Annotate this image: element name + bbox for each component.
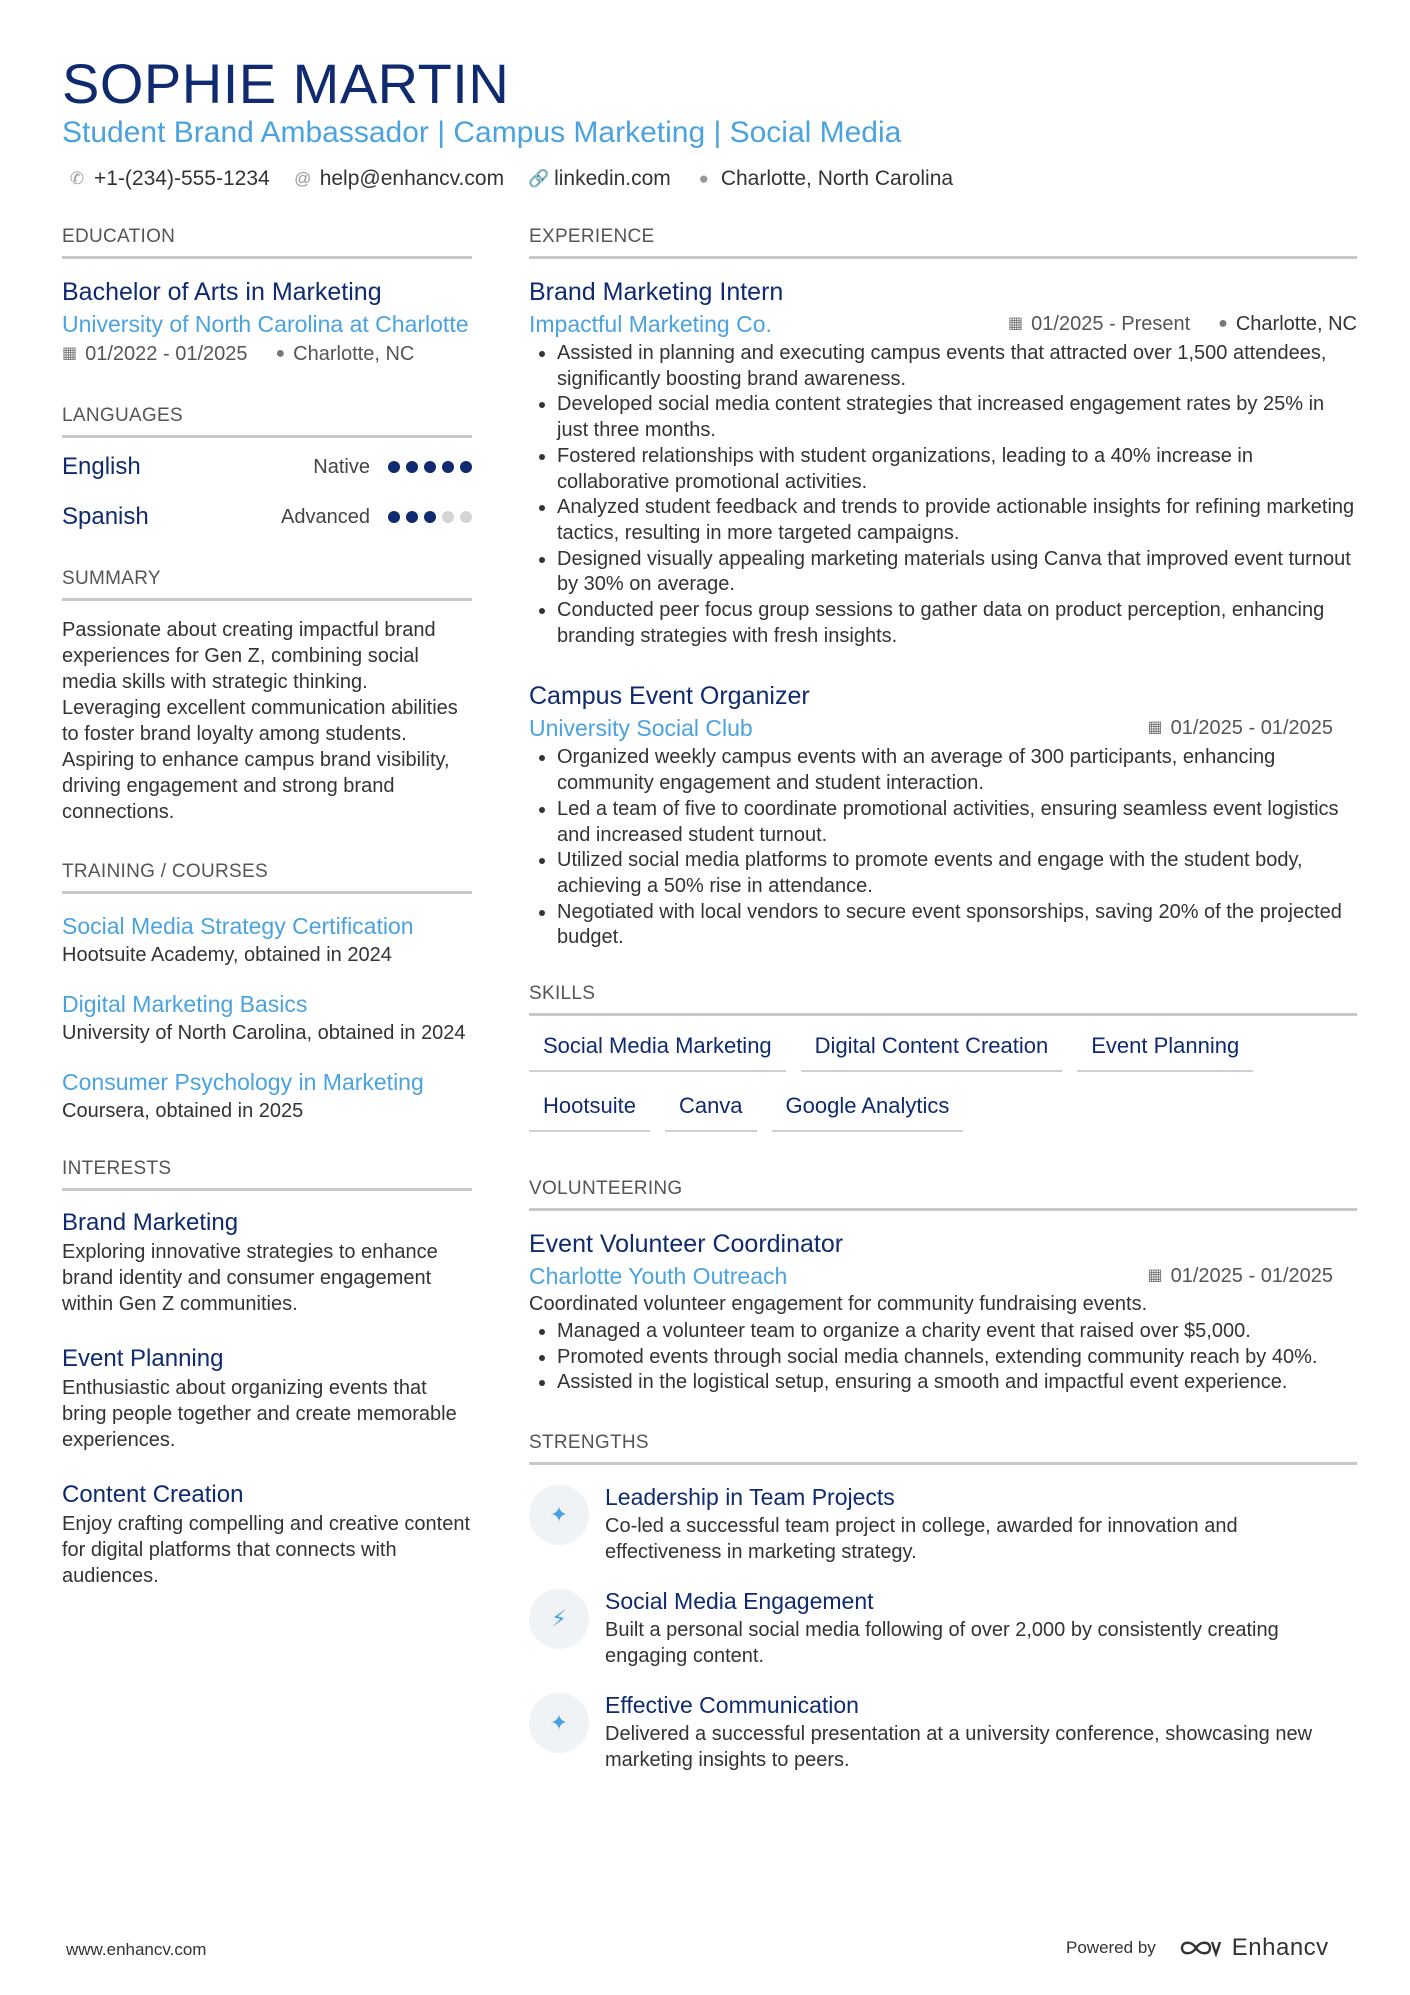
course-item xyxy=(62,988,472,1046)
volunteering-heading: VOLUNTEERING xyxy=(529,1176,1357,1211)
summary-text: Passionate about creating impactful brand experiences for Gen Z, combining social media skills with strategic thinking. Leveraging excellent communication abilities to foster brand loyalty among students. Aspiring to enhance campus brand visibility, driving engagement and strong brand connections. xyxy=(62,619,458,823)
contact-email-text: help@enhancv.com xyxy=(319,167,505,190)
course-name: Consumer Psychology in Marketing xyxy=(62,1069,424,1095)
calendar-icon: ▦ xyxy=(1008,315,1024,332)
left-column xyxy=(62,224,472,1623)
rating-dot-filled xyxy=(460,461,472,473)
strength-name: Leadership in Team Projects xyxy=(605,1484,895,1511)
calendar-icon: ▦ xyxy=(1147,1267,1163,1285)
training-heading: TRAINING / COURSES xyxy=(62,859,472,894)
volunteer-bullet: • Promoted events through social media channels, extending community reach by 40%. xyxy=(557,1345,1357,1371)
summary-heading: SUMMARY xyxy=(62,566,472,601)
education-section xyxy=(62,224,472,369)
footer-website[interactable]: www.enhancv.com xyxy=(66,1940,207,1959)
brand-logo[interactable] xyxy=(1178,1934,1329,1962)
interest-item xyxy=(62,1479,472,1589)
interest-name: Event Planning xyxy=(62,1345,224,1372)
interests-heading: INTERESTS xyxy=(62,1156,472,1191)
education-heading: EDUCATION xyxy=(62,224,472,259)
skill-tag: Event Planning xyxy=(1077,1026,1253,1072)
job-bullet: • Led a team of five to coordinate promotional activities, ensuring seamless event logistics and increased student turnout. xyxy=(557,797,1357,848)
education-degree: Bachelor of Arts in Marketing xyxy=(62,278,382,306)
candidate-name: SOPHIE MARTIN xyxy=(62,52,510,115)
lightning-bolt-icon: ⚡ xyxy=(529,1589,589,1649)
strengths-heading: STRENGTHS xyxy=(529,1430,1357,1465)
rating-dot-empty xyxy=(442,511,454,523)
job-bullet: • Assisted in planning and executing campus events that attracted over 1,500 attendees, significantly boosting brand awareness. xyxy=(557,341,1357,392)
strength-item xyxy=(529,1689,1357,1773)
language-rating xyxy=(388,511,472,523)
contact-linkedin[interactable] xyxy=(528,164,671,194)
rating-dot-filled xyxy=(442,461,454,473)
course-detail: Coursera, obtained in 2025 xyxy=(62,1100,304,1122)
skill-tag: Social Media Marketing xyxy=(529,1026,786,1072)
interest-item xyxy=(62,1207,472,1317)
location-pin-icon: ● xyxy=(1218,315,1228,332)
job-bullet: • Organized weekly campus events with an average of 300 participants, enhancing community engagement and student interaction. xyxy=(557,745,1357,796)
interest-name: Brand Marketing xyxy=(62,1209,239,1236)
language-row xyxy=(62,442,472,492)
education-dates: 01/2022 - 01/2025 xyxy=(85,343,248,365)
strength-detail: Delivered a successful presentation at a university conference, showcasing new marketing insights to peers. xyxy=(605,1723,1313,1772)
strength-name: Effective Communication xyxy=(605,1692,859,1719)
calendar-icon: ▦ xyxy=(1147,719,1163,737)
contact-bar xyxy=(68,164,953,194)
contact-phone-text: +1-(234)-555-1234 xyxy=(94,167,270,190)
language-name: Spanish xyxy=(62,503,149,530)
job-bullet: • Developed social media content strategies that increased engagement rates by 25% in just three months. xyxy=(557,392,1357,443)
volunteer-bullet: • Managed a volunteer team to organize a charity event that raised over $5,000. xyxy=(557,1319,1357,1345)
language-row xyxy=(62,492,472,542)
right-column xyxy=(529,224,1357,1807)
brand-name: Enhancv xyxy=(1231,1934,1329,1961)
contact-location-text: Charlotte, North Carolina xyxy=(720,167,954,190)
course-detail: Hootsuite Academy, obtained in 2024 xyxy=(62,944,392,966)
languages-heading: LANGUAGES xyxy=(62,403,472,438)
skill-tag: Hootsuite xyxy=(529,1086,650,1132)
language-level: Native xyxy=(313,455,370,478)
language-level: Advanced xyxy=(281,505,370,528)
magic-wand-icon: ✦ xyxy=(529,1485,589,1545)
language-name: English xyxy=(62,453,141,480)
powered-by-label: Powered by xyxy=(1066,1938,1156,1957)
contact-phone[interactable] xyxy=(68,164,270,194)
job-location: Charlotte, NC xyxy=(1235,313,1357,335)
languages-section xyxy=(62,403,472,542)
volunteer-bullets xyxy=(529,1319,1357,1396)
volunteer-dates: 01/2025 - 01/2025 xyxy=(1170,1265,1333,1288)
job-role: Campus Event Organizer xyxy=(529,682,810,711)
rating-dot-empty xyxy=(460,511,472,523)
rating-dot-filled xyxy=(388,461,400,473)
volunteering-section xyxy=(529,1176,1357,1396)
job-entry xyxy=(529,679,1357,951)
job-bullet: • Analyzed student feedback and trends to provide actionable insights for refining marketing tactics, resulting in more targeted campaigns. xyxy=(557,495,1357,546)
link-icon: 🔗 xyxy=(528,169,550,188)
course-item xyxy=(62,1066,472,1124)
job-bullets xyxy=(529,341,1357,649)
magic-wand-icon: ✦ xyxy=(529,1693,589,1753)
course-detail: University of North Carolina, obtained in 2024 xyxy=(62,1022,466,1044)
course-item xyxy=(62,910,472,968)
interest-detail: Exploring innovative strategies to enhance brand identity and consumer engagement within Gen Z communities. xyxy=(62,1241,438,1315)
contact-location xyxy=(695,164,953,194)
strengths-section xyxy=(529,1430,1357,1773)
rating-dot-filled xyxy=(424,511,436,523)
job-bullet: • Negotiated with local vendors to secure event sponsorships, saving 20% of the projected budget. xyxy=(557,900,1357,951)
job-dates: 01/2025 - Present xyxy=(1031,313,1191,335)
interest-detail: Enjoy crafting compelling and creative content for digital platforms that connects with audiences. xyxy=(62,1513,471,1587)
rating-dot-filled xyxy=(388,511,400,523)
job-dates: 01/2025 - 01/2025 xyxy=(1170,717,1333,740)
skill-tag: Digital Content Creation xyxy=(801,1026,1063,1072)
volunteer-org: Charlotte Youth Outreach xyxy=(529,1263,788,1290)
phone-icon: ✆ xyxy=(69,169,85,188)
skills-section xyxy=(529,981,1357,1132)
job-bullet: • Fostered relationships with student organizations, leading to a 40% increase in collaborative promotional activities. xyxy=(557,444,1357,495)
job-entry xyxy=(529,275,1357,649)
location-pin-icon: ● xyxy=(275,345,286,362)
skills-heading: SKILLS xyxy=(529,981,1357,1016)
contact-email[interactable] xyxy=(294,164,504,194)
education-location: Charlotte, NC xyxy=(293,343,415,365)
volunteer-meta xyxy=(1148,1261,1358,1291)
skills-list xyxy=(529,1026,1357,1132)
interest-detail: Enthusiastic about organizing events that bring people together and create memorable experiences. xyxy=(62,1377,457,1451)
enhancv-logo-icon xyxy=(1178,1937,1222,1959)
job-role: Brand Marketing Intern xyxy=(529,278,784,306)
strength-item xyxy=(529,1481,1357,1565)
interest-name: Content Creation xyxy=(62,1481,244,1508)
interest-item xyxy=(62,1343,472,1453)
at-icon: @ xyxy=(294,169,312,188)
job-bullets xyxy=(529,745,1357,951)
interests-section xyxy=(62,1156,472,1589)
rating-dot-filled xyxy=(424,461,436,473)
skill-tag: Canva xyxy=(665,1086,757,1132)
training-section xyxy=(62,859,472,1124)
contact-linkedin-text: linkedin.com xyxy=(554,167,671,190)
job-bullet: • Conducted peer focus group sessions to gather data on product perception, enhancing branding strategies with fresh insights. xyxy=(557,598,1357,649)
strength-name: Social Media Engagement xyxy=(605,1588,874,1615)
volunteer-bullet: • Assisted in the logistical setup, ensuring a smooth and impactful event experience. xyxy=(557,1370,1357,1396)
location-pin-icon: ● xyxy=(698,169,709,188)
volunteer-role: Event Volunteer Coordinator xyxy=(529,1230,844,1259)
footer-powered xyxy=(1066,1934,1329,1962)
course-name: Social Media Strategy Certification xyxy=(62,913,414,939)
job-bullet: • Designed visually appealing marketing materials using Canva that improved event turnout by 30% on average. xyxy=(557,547,1357,598)
language-rating xyxy=(388,461,472,473)
job-company: University Social Club xyxy=(529,715,753,742)
strength-detail: Built a personal social media following of over 2,000 by consistently creating engaging content. xyxy=(605,1619,1279,1668)
course-name: Digital Marketing Basics xyxy=(62,991,308,1017)
candidate-title: Student Brand Ambassador | Campus Marketing | Social Media xyxy=(62,116,902,149)
job-company: Impactful Marketing Co. xyxy=(529,311,772,337)
volunteer-description: Coordinated volunteer engagement for community fundraising events. xyxy=(529,1293,1148,1316)
experience-heading: EXPERIENCE xyxy=(529,224,1357,259)
strength-detail: Co-led a successful team project in college, awarded for innovation and effectiveness in marketing strategy. xyxy=(605,1515,1238,1564)
calendar-icon: ▦ xyxy=(62,345,78,362)
strength-item xyxy=(529,1585,1357,1669)
summary-section xyxy=(62,566,472,825)
rating-dot-filled xyxy=(406,461,418,473)
job-bullet: • Utilized social media platforms to promote events and engage with the student body, achieving a 50% rise in attendance. xyxy=(557,848,1357,899)
skill-tag: Google Analytics xyxy=(772,1086,964,1132)
education-school: University of North Carolina at Charlotte xyxy=(62,311,469,337)
education-meta xyxy=(62,339,472,369)
job-meta xyxy=(1008,309,1357,339)
experience-section xyxy=(529,224,1357,951)
rating-dot-filled xyxy=(406,511,418,523)
job-meta xyxy=(1148,713,1358,743)
